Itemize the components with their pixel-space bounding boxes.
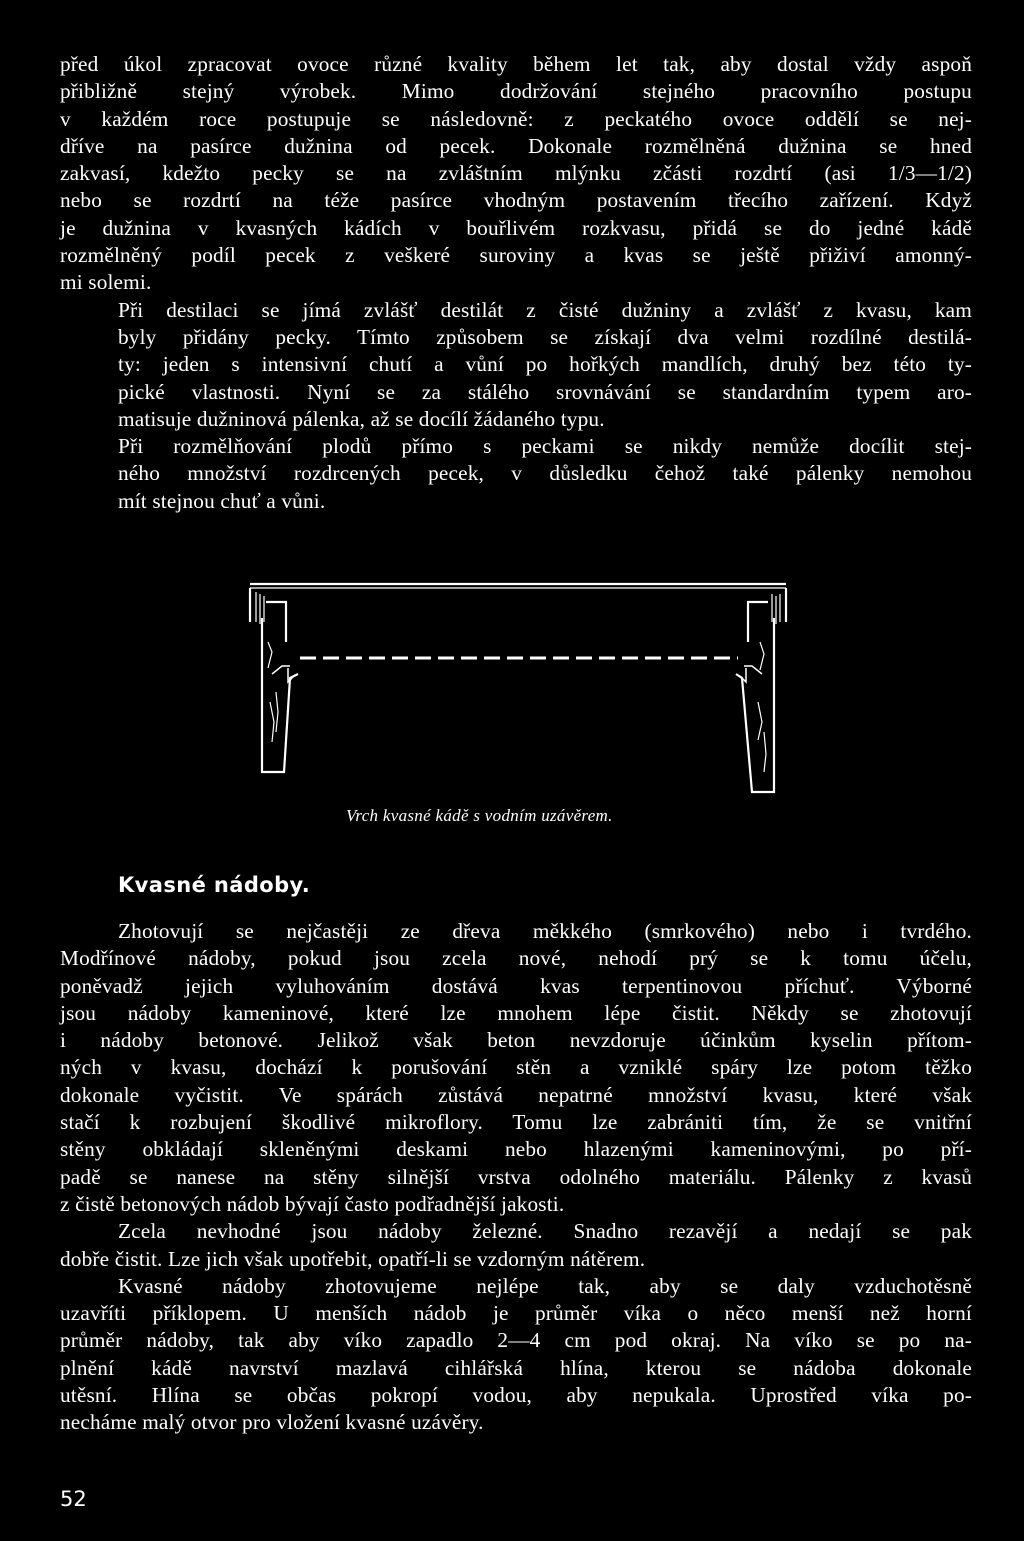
paragraph: [60, 51, 972, 297]
text-line: dokonale vyčistit. Ve spárách zůstává nepatrné množství kvasu, které však: [60, 1082, 972, 1107]
left-stave: [262, 618, 298, 772]
text-line: nebo se rozdrtí na téže pasírce vhodným postavením třecího zařízení. Když: [60, 188, 972, 213]
paragraph: [60, 1273, 972, 1437]
text-line-with-fraction: [60, 160, 972, 187]
text-line: je dužnina v kvasných kádích v bouřlivém rozkvasu, přidá se do jedné kádě: [60, 215, 972, 240]
text-line: Kvasné nádoby zhotovujeme nejlépe tak, aby se daly vzduchotěsně: [118, 1273, 972, 1298]
text-line: byly přidány pecky. Tímto způsobem se získají dva velmi rozdílné destilá-: [118, 324, 972, 349]
text-line: uzavříti příklopem. U menších nádob je průměr víka o něco menší než horní: [60, 1301, 972, 1326]
right-stave-grain: [758, 642, 766, 772]
bottom-text-block: [60, 918, 972, 1437]
text-line: průměr nádoby, tak aby víko zapadlo 2—4 cm pod okraj. Na víko se po na-: [60, 1328, 972, 1353]
text-line: Při destilaci se jímá zvlášť destilát z čisté dužniny a zvlášť z kvasu, kam: [118, 297, 972, 322]
text-line: v každém roce postupuje se následovně: z peckatého ovoce oddělí se nej-: [60, 106, 972, 131]
text-line: Modřínové nádoby, pokud jsou zcela nové, nehodí prý se k tomu účelu,: [60, 946, 972, 971]
text-line: dříve na pasírce dužnina od pecek. Dokonale rozmělněná dužnina se hned: [60, 133, 972, 158]
right-stave: [736, 618, 774, 792]
text-line: rozmělněný podíl pecek z veškeré suroviny a kvas se ještě přiživí amonný-: [60, 243, 972, 268]
paragraph: [60, 918, 972, 1218]
paragraph: [60, 1218, 972, 1273]
section-heading: Kvasné nádoby.: [118, 873, 311, 897]
text-line: ných v kvasu, dochází k porušování stěn a vzniklé spáry lze potom těžko: [60, 1055, 972, 1080]
text-line: Zcela nevhodné jsou nádoby železné. Snadno rezavějí a nedají se pak: [118, 1219, 972, 1244]
text-line: mít stejnou chuť a vůni.: [118, 488, 326, 513]
left-stave-grain: [268, 642, 278, 742]
vat-top-diagram: [248, 582, 788, 797]
page-number: 52: [60, 1487, 87, 1511]
text-line: jsou nádoby kameninové, které lze mnohem lépe čistit. Někdy se zhotovují: [60, 1000, 972, 1025]
text-line: matisuje dužninová pálenka, až se docílí žádaného typu.: [118, 406, 605, 431]
figure-caption: Vrch kvasné kádě s vodním uzávěrem.: [346, 806, 613, 825]
text-line: ty: jeden s intensivní chutí a vůní po hořkých mandlích, druhý bez této ty-: [118, 352, 972, 377]
text-line: i nádoby betonové. Jelikož však beton nevzdoruje účinkům kyselin přítom-: [60, 1028, 972, 1053]
right-hook: [740, 668, 746, 682]
fraction-text: 1/3—1/2): [887, 161, 972, 186]
text-line: plnění kádě navrství mazlavá cihlářská hlína, kterou se nádoba dokonale: [60, 1355, 972, 1380]
text-line: stěny obkládají skleněnými deskami nebo hlazenými kameninovými, po pří-: [60, 1137, 972, 1162]
vat-outline: [250, 584, 786, 792]
text-line: padě se nanese na stěny silnější vrstva odolného materiálu. Pálenky z kvasů: [60, 1164, 972, 1189]
left-lid-edge: [266, 602, 286, 642]
text-line: před úkol zpracovat ovoce různé kvality během let tak, aby dostal vždy aspoň: [60, 52, 972, 76]
text-line: Zhotovují se nejčastěji ze dřeva měkkého (smrkového) nebo i tvrdého.: [118, 919, 972, 943]
text-line: Při rozmělňování plodů přímo s peckami se nikdy nemůže docílit stej-: [118, 434, 972, 459]
paragraph: [60, 297, 972, 433]
text-line: dobře čistit. Lze jich však upotřebit, opatří-li se vzdorným nátěrem.: [60, 1246, 646, 1271]
text-line: stačí k rozbujení škodlivé mikroflory. Tomu lze zabrániti tím, že se vnitřní: [60, 1110, 972, 1135]
text-line: ného množství rozdrcených pecek, v důsledku čehož také pálenky nemohou: [118, 461, 972, 486]
text-line: přibližně stejný výrobek. Mimo dodržování stejného pracovního postupu: [60, 79, 972, 104]
text-line: poněvadž jejich vyluhováním dostává kvas terpentinovou příchuť. Výborné: [60, 973, 972, 998]
paragraph: [60, 433, 972, 515]
text-fragment: zakvasí, kdežto pecky se na zvláštním mlýnku zčásti rozdrtí (asi: [60, 161, 888, 186]
text-line: utěsní. Hlína se občas pokropí vodou, aby nepukala. Uprostřed víka po-: [60, 1383, 972, 1408]
text-line: necháme malý otvor pro vložení kvasné uzávěry.: [60, 1410, 484, 1435]
text-line: mi solemi.: [60, 270, 152, 295]
right-lid-edge: [748, 602, 768, 642]
text-line: z čistě betonových nádob bývají často podřadnější jakosti.: [60, 1191, 565, 1216]
top-text-block: [60, 51, 972, 515]
text-line: pické vlastnosti. Nyní se za stálého srovnávání se standardním typem aro-: [118, 379, 972, 404]
